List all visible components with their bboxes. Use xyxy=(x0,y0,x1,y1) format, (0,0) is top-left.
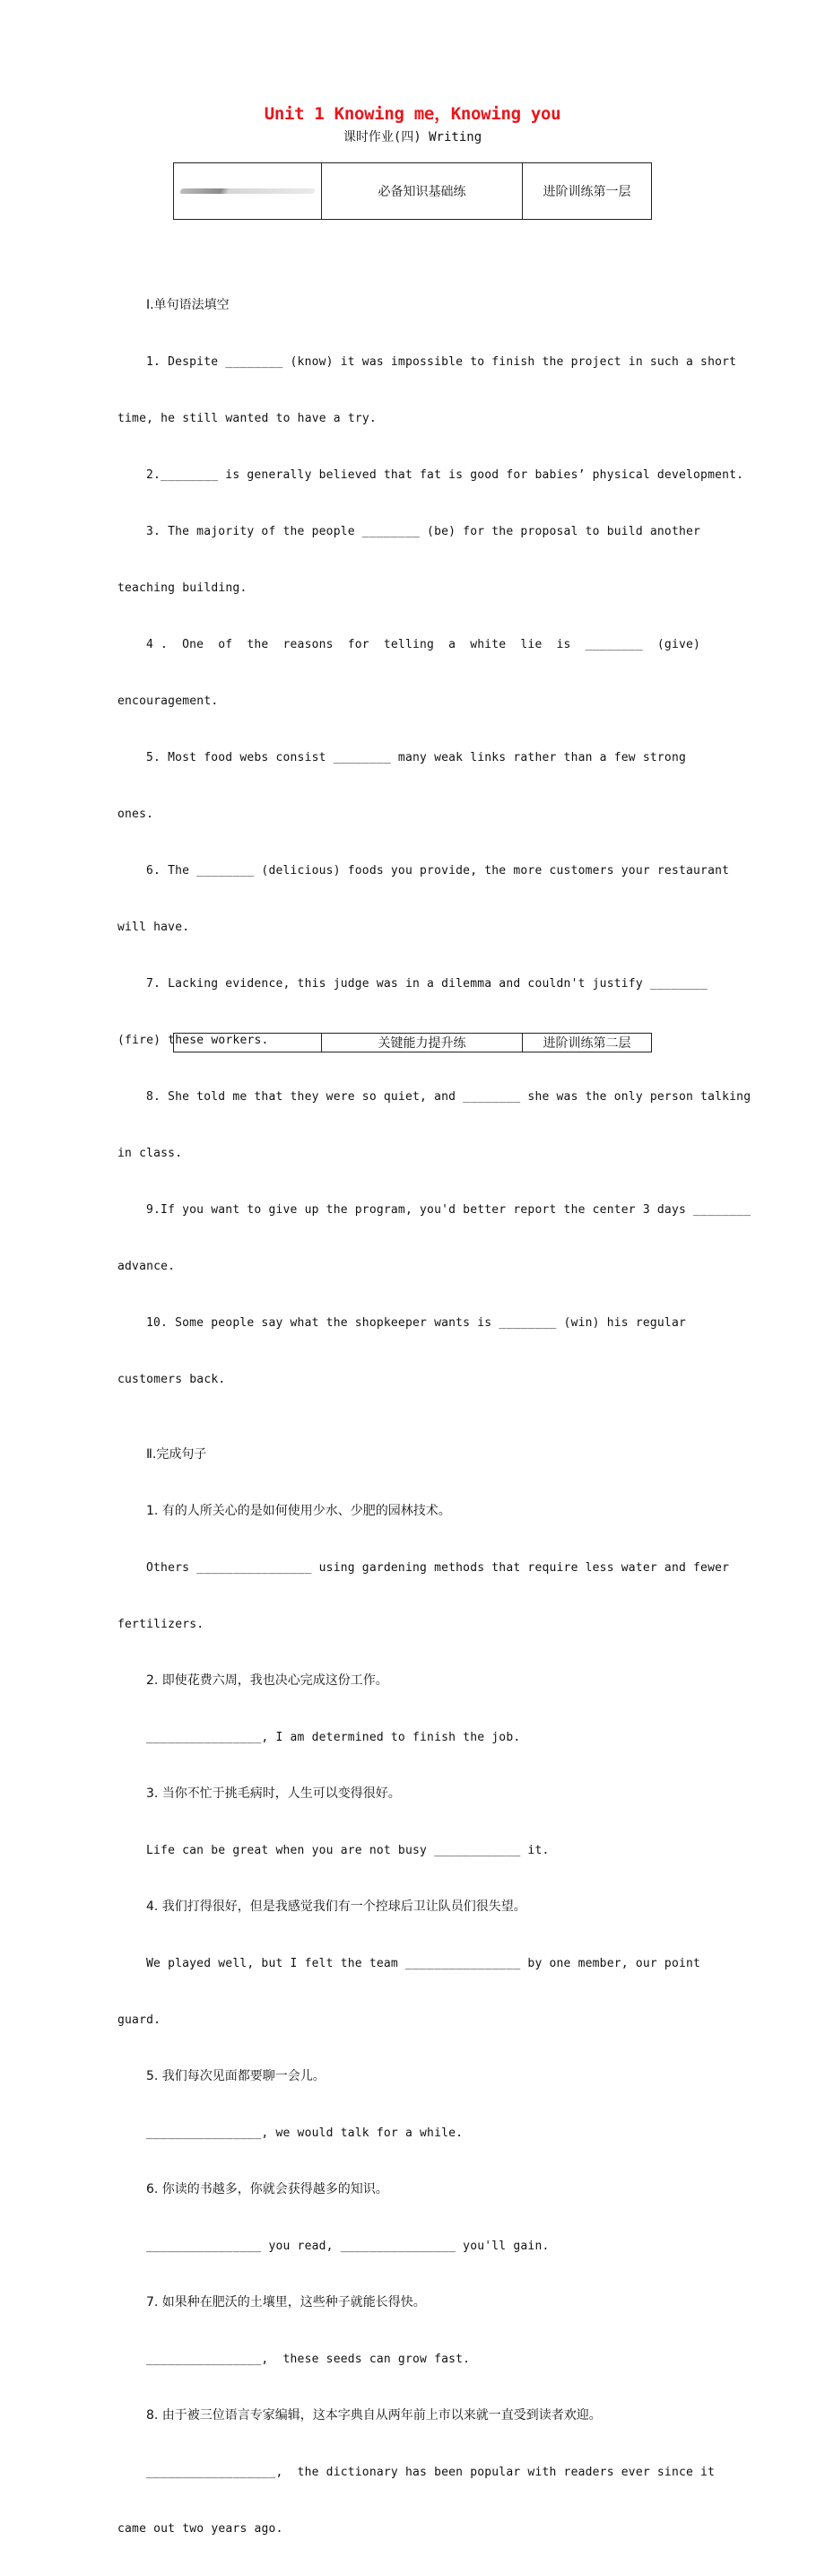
exercise-line: will have. xyxy=(117,921,190,934)
exercise-line: ones. xyxy=(117,808,154,821)
exercise-line: time, he still wanted to have a try. xyxy=(117,412,377,425)
exercise-line: 3. 当你不忙于挑毛病时，人生可以变得很好。 xyxy=(146,1786,401,1801)
exercise-line: 8. She told me that they were so quiet, and ________ she was the only person talking xyxy=(146,1090,751,1104)
exercise-line: 9.If you want to give up the program, you'd better report the center 3 days ________ xyxy=(146,1203,751,1217)
page-title: Unit 1 Knowing me，Knowing you xyxy=(264,104,561,124)
exercise-line: teaching building. xyxy=(117,581,248,595)
exercise-body xyxy=(117,258,763,2576)
exercise-line: 8. 由于被三位语言专家编辑，这本字典自从两年前上市以来就一直受到读者欢迎。 xyxy=(146,2408,602,2423)
exercise-line: Life can be great when you are not busy ____________ it. xyxy=(146,1844,550,1857)
pen-icon xyxy=(179,188,316,194)
exercise-line: 1. 有的人所关心的是如何使用少水、少肥的园林技术。 xyxy=(146,1504,451,1518)
level-table-2 xyxy=(173,1033,652,1052)
exercise-line: 2.________ is generally believed that fat is good for babies’ physical development. xyxy=(146,468,744,482)
exercise-line: came out two years ago. xyxy=(117,2522,283,2536)
level-table-1 xyxy=(173,162,652,220)
exercise-line: Others ________________ using gardening methods that require less water and fewer xyxy=(146,1561,730,1575)
exercise-line: ________________, we would talk for a while. xyxy=(146,2126,464,2140)
exercise-line: We played well, but I felt the team ________________ by one member, our point xyxy=(146,1957,701,1970)
pen-graphic-cell xyxy=(174,163,322,220)
exercise-line: 4 . One of the reasons for telling a white lie is ________ (give) xyxy=(146,638,701,651)
exercise-line: __________________, the dictionary has been popular with readers ever since it xyxy=(146,2466,716,2479)
exercise-line: 1. Despite ________ (know) it was impossible to finish the project in such a short xyxy=(146,355,737,369)
exercise-line: 7. Lacking evidence, this judge was in a dilemma and couldn't justify ________ xyxy=(146,977,708,991)
exercise-line: 2. 即使花费六周，我也决心完成这份工作。 xyxy=(146,1673,388,1688)
level-tier: 进阶训练第一层 xyxy=(523,163,652,220)
exercise-line: 7. 如果种在肥沃的土壤里，这些种子就能长得快。 xyxy=(146,2295,426,2310)
level-name: 关键能力提升练 xyxy=(322,1034,523,1052)
exercise-line: guard. xyxy=(117,2013,161,2027)
section-heading: Ⅰ.单句语法填空 xyxy=(146,298,230,312)
exercise-line: 5. Most food webs consist ________ many weak links rather than a few strong xyxy=(146,751,686,764)
exercise-line: 6. 你读的书越多，你就会获得越多的知识。 xyxy=(146,2182,388,2196)
exercise-line: 10. Some people say what the shopkeeper wants is ________ (win) his regular xyxy=(146,1316,686,1330)
exercise-line: 3. The majority of the people ________ (be) for the proposal to build another xyxy=(146,525,701,538)
exercise-line: (fire) these workers. xyxy=(117,1034,269,1047)
page-subtitle: 课时作业(四) Writing xyxy=(343,130,482,144)
exercise-line: customers back. xyxy=(117,1373,226,1386)
level-name: 必备知识基础练 xyxy=(322,163,523,220)
level-tier: 进阶训练第二层 xyxy=(523,1034,652,1052)
section-heading: Ⅱ.完成句子 xyxy=(146,1447,207,1462)
exercise-line: 4. 我们打得很好，但是我感觉我们有一个控球后卫让队员们很失望。 xyxy=(146,1899,526,1914)
exercise-line: 6. The ________ (delicious) foods you provide, the more customers your restaurant xyxy=(146,864,730,878)
exercise-line: ________________, these seeds can grow fast. xyxy=(146,2353,471,2366)
exercise-line: encouragement. xyxy=(117,694,219,708)
empty-cell xyxy=(174,1034,322,1052)
exercise-line: in class. xyxy=(117,1147,183,1160)
exercise-line: ________________ you read, ________________ you'll gain. xyxy=(146,2240,550,2253)
exercise-line: 5. 我们每次见面都要聊一会儿。 xyxy=(146,2069,326,2083)
exercise-line: advance. xyxy=(117,1260,176,1273)
exercise-line: ________________, I am determined to finish the job. xyxy=(146,1731,521,1744)
exercise-line: fertilizers. xyxy=(117,1618,204,1631)
